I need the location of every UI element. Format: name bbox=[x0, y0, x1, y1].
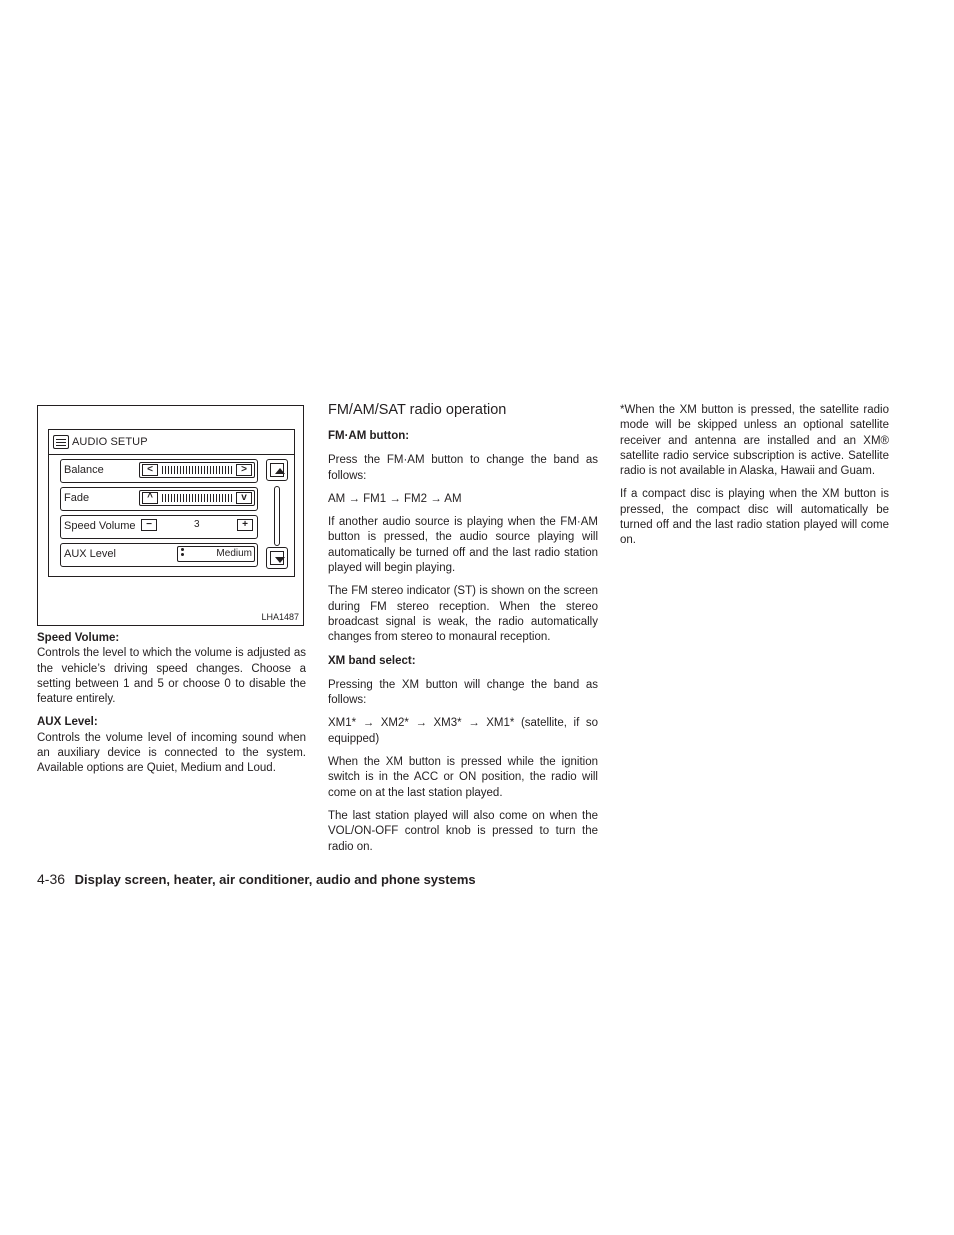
column-3 bbox=[620, 403, 889, 557]
speed-volume-minus-button[interactable]: − bbox=[141, 519, 157, 531]
column-2 bbox=[328, 402, 598, 863]
speed-volume-heading: Speed Volume: bbox=[37, 632, 120, 644]
fade-level-bar bbox=[162, 494, 232, 502]
speed-volume-label: Speed Volume bbox=[64, 520, 136, 532]
xm-paragraph-2: When the XM button is pressed while the ignition switch is in the ACC or ON position, the radio will come on at the last station played. bbox=[328, 756, 598, 799]
fade-row[interactable] bbox=[60, 487, 258, 511]
compact-disc-paragraph: If a compact disc is playing when the XM button is pressed, the compact disc will automatically be turned off and the last radio station played will come on. bbox=[620, 488, 889, 547]
scroll-down-button[interactable] bbox=[266, 547, 288, 569]
footer-title: Display screen, heater, air conditioner, audio and phone systems bbox=[74, 872, 476, 887]
fmam-heading: FM·AM button: bbox=[328, 430, 410, 442]
page-footer bbox=[37, 871, 476, 887]
fmam-paragraph-3: The FM stereo indicator (ST) is shown on the screen during FM stereo reception. When the stereo broadcast signal is weak, the radio automatically changes from stereo to monaural reception. bbox=[328, 585, 598, 644]
fmam-sequence: AM → FM1 → FM2 → AM bbox=[328, 492, 462, 505]
balance-label: Balance bbox=[64, 464, 104, 476]
arrow-up-icon bbox=[275, 468, 285, 474]
speed-volume-plus-button[interactable]: + bbox=[237, 519, 253, 531]
aux-level-text: Controls the volume level of incoming sound when an auxiliary device is connected to the system. Available options are Quiet, Medium and Loud. bbox=[37, 731, 306, 775]
fade-slider[interactable] bbox=[139, 490, 255, 506]
fmam-paragraph-1: Press the FM·AM button to change the band as follows: bbox=[328, 454, 598, 482]
page-number: 4-36 bbox=[37, 871, 66, 887]
figure-code: LHA1487 bbox=[261, 612, 299, 622]
balance-right-button[interactable]: > bbox=[236, 464, 252, 476]
speed-volume-value: 3 bbox=[194, 519, 200, 530]
screen-header bbox=[49, 430, 294, 455]
scroll-track[interactable] bbox=[274, 486, 280, 546]
aux-level-row[interactable] bbox=[60, 543, 258, 567]
section-title: FM/AM/SAT radio operation bbox=[328, 402, 507, 418]
aux-level-dots-icon bbox=[181, 548, 184, 558]
scroll-up-button[interactable] bbox=[266, 459, 288, 481]
fade-up-button[interactable]: ^ bbox=[142, 492, 158, 504]
xm-paragraph-3: The last station played will also come on when the VOL/ON-OFF control knob is pressed to turn the radio on. bbox=[328, 809, 598, 853]
xm-note-paragraph: *When the XM button is pressed, the satellite radio mode will be skipped unless an optional satellite receiver and antenna are installed and an XM® satellite radio service subscription is active. Satellite radio is not available in Alaska, Hawaii and Guam. bbox=[620, 404, 889, 478]
speed-volume-row[interactable] bbox=[60, 515, 258, 539]
audio-settings-icon bbox=[53, 435, 69, 449]
balance-row[interactable] bbox=[60, 459, 258, 483]
aux-level-label: AUX Level bbox=[64, 548, 116, 560]
xm-heading: XM band select: bbox=[328, 654, 416, 667]
aux-level-selector[interactable] bbox=[177, 546, 255, 562]
fade-down-button[interactable]: v bbox=[236, 492, 252, 504]
screen-title: AUDIO SETUP bbox=[72, 436, 148, 448]
balance-slider[interactable] bbox=[139, 462, 255, 478]
audio-setup-screen bbox=[48, 429, 295, 577]
audio-setup-figure bbox=[37, 405, 304, 626]
fade-label: Fade bbox=[64, 492, 90, 504]
balance-left-button[interactable]: < bbox=[142, 464, 158, 476]
arrow-down-icon bbox=[275, 557, 285, 563]
xm-paragraph-1: Pressing the XM button will change the band as follows: bbox=[328, 678, 598, 707]
speed-volume-stepper[interactable] bbox=[139, 518, 255, 534]
balance-level-bar bbox=[162, 466, 232, 474]
fmam-paragraph-2: If another audio source is playing when the FM·AM button is pressed, the audio source playing will automatically be turned off and the last radio station played will begin playing. bbox=[328, 516, 598, 575]
aux-level-value: Medium bbox=[216, 548, 252, 559]
aux-level-heading: AUX Level: bbox=[37, 716, 98, 729]
xm-sequence: XM1* → XM2* → XM3* → XM1* (satellite, if so equipped) bbox=[328, 717, 598, 745]
speed-volume-text: Controls the level to which the volume is adjusted as the vehicle’s driving speed changes. Choose a setting between 1 and 5 or choose 0 to disable the feature entirely. bbox=[37, 647, 306, 706]
column-1 bbox=[37, 631, 306, 785]
